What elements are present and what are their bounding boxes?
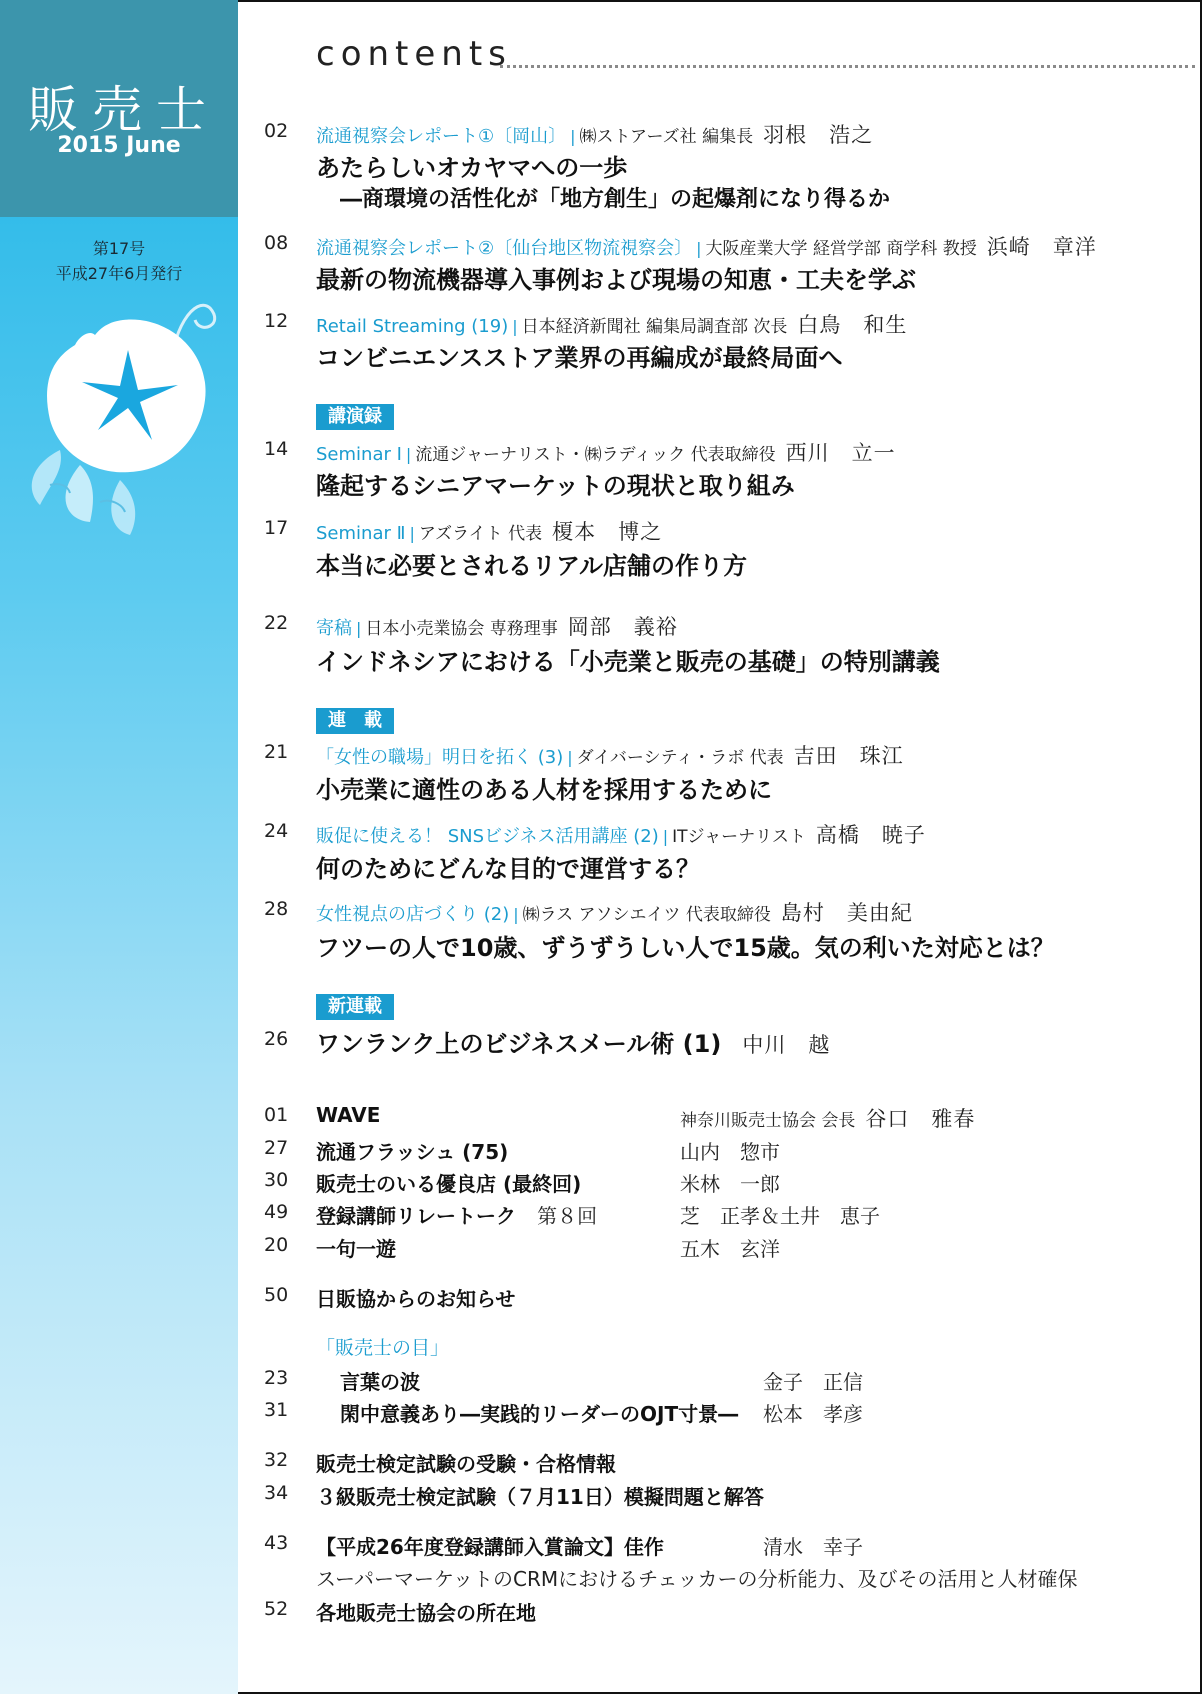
article-title[interactable]: 本当に必要とされるリアル店舗の作り方 <box>316 552 748 580</box>
page-number: 52 <box>264 1598 289 1620</box>
author: 羽根 浩之 <box>763 123 874 147</box>
regular-title[interactable]: 登録講師リレートーク <box>316 1204 516 1228</box>
author: 白鳥 和生 <box>797 313 908 337</box>
article-row <box>264 517 288 539</box>
affiliation: 神奈川販売士協会 会長 <box>680 1111 856 1131</box>
article-title[interactable]: フツーの人で10歳、ずうずうしい人で15歳。気の利いた対応とは？ <box>316 934 1055 962</box>
article-meta: 女性視点の店づくり (2) | ㈱ラス アソシエイツ 代表取締役 島村 美由紀 <box>316 901 913 925</box>
affiliation: ダイバーシティ・ラボ 代表 <box>576 748 784 768</box>
article-row <box>264 1028 288 1050</box>
regular-title[interactable]: 一句一遊 <box>316 1237 396 1261</box>
author: 山内 惣市 <box>680 1140 780 1164</box>
eye-title[interactable]: 閑中意義あり―実践的リーダーのOJT寸景― <box>340 1402 739 1426</box>
affiliation: アズライト 代表 <box>418 524 543 544</box>
article-title[interactable]: ワンランク上のビジネスメール術 (1) <box>316 1030 722 1058</box>
regular-title[interactable]: 販売士のいる優良店 (最終回) <box>316 1172 582 1196</box>
page-number: 27 <box>264 1137 289 1159</box>
affiliation: ㈱ラス アソシエイツ 代表取締役 <box>522 905 771 925</box>
morning-glory-icon <box>20 290 220 560</box>
magazine-title: 販売士 <box>28 81 220 139</box>
page-number: 20 <box>264 1234 289 1256</box>
series-badge: 連 載 <box>316 708 394 734</box>
affiliation: ITジャーナリスト <box>672 827 806 847</box>
page-number: 28 <box>264 898 289 920</box>
lectures-badge: 講演録 <box>316 404 394 430</box>
article-title[interactable]: 何のためにどんな目的で運営する？ <box>316 855 700 883</box>
article-meta: 流通視察会レポート②〔仙台地区物流視察会〕 | 大阪産業大学 経営学部 商学科 教授 浜崎 章洋 <box>316 235 1097 259</box>
page-number: 01 <box>264 1104 289 1126</box>
article-meta: 流通視察会レポート①〔岡山〕 | ㈱ストアーズ社 編集長 羽根 浩之 <box>316 123 874 147</box>
article-title[interactable]: 最新の物流機器導入事例および現場の知恵・工夫を学ぶ <box>316 266 916 294</box>
page-number: 08 <box>264 232 289 254</box>
author: 五木 玄洋 <box>680 1237 780 1261</box>
page-number: 34 <box>264 1482 289 1504</box>
article-row <box>264 898 288 920</box>
page-number: 02 <box>264 120 289 142</box>
page-number: 31 <box>264 1399 289 1421</box>
eye-title[interactable]: 言葉の波 <box>340 1370 420 1394</box>
author: 清水 幸子 <box>763 1535 863 1559</box>
page-number: 32 <box>264 1449 289 1471</box>
regular-author-row <box>680 1103 975 1133</box>
author: 島村 美由紀 <box>780 901 913 925</box>
notice-title[interactable]: 日販協からのお知らせ <box>316 1287 516 1311</box>
section-label: 寄稿 <box>316 618 352 639</box>
affiliation: 日本経済新聞社 編集局調査部 次長 <box>521 317 788 337</box>
author: 浜崎 章洋 <box>986 235 1097 259</box>
section-label: Seminar Ⅱ <box>316 523 406 544</box>
affiliation: 大阪産業大学 経営学部 商学科 教授 <box>705 239 977 259</box>
section-label: Retail Streaming (19) <box>316 316 509 337</box>
page-number: 43 <box>264 1532 289 1554</box>
article-title[interactable]: 隆起するシニアマーケットの現状と取り組み <box>316 472 795 500</box>
page-number: 24 <box>264 820 289 842</box>
author: 松本 孝彦 <box>763 1402 863 1426</box>
affiliation: 日本小売業協会 専務理事 <box>365 619 558 639</box>
affiliation: ㈱ストアーズ社 編集長 <box>579 127 754 147</box>
article-meta: Retail Streaming (19) | 日本経済新聞社 編集局調査部 次長 白鳥 和生 <box>316 313 908 337</box>
author: 米林 一郎 <box>680 1172 780 1196</box>
author: 西川 立一 <box>785 441 896 465</box>
page-number: 22 <box>264 612 289 634</box>
article-subtitle: ―商環境の活性化が「地方創生」の起爆剤になり得るか <box>340 187 891 212</box>
page-number: 17 <box>264 517 289 539</box>
article-row <box>264 310 288 332</box>
article-row <box>264 612 288 634</box>
eye-label: 「販売士の目」 <box>316 1337 450 1359</box>
exam-title[interactable]: 販売士検定試験の受験・合格情報 <box>316 1452 616 1476</box>
author: 吉田 珠江 <box>793 744 904 768</box>
article-title-row <box>316 1024 830 1059</box>
article-title[interactable]: インドネシアにおける「小売業と販売の基礎」の特別講義 <box>316 648 940 676</box>
new-series-badge: 新連載 <box>316 994 394 1020</box>
article-title[interactable]: コンビニエンスストア業界の再編成が最終局面へ <box>316 344 843 372</box>
issue-date: 平成27年6月発行 <box>55 264 183 283</box>
section-label: 流通視察会レポート①〔岡山〕 <box>316 126 567 147</box>
article-meta: Seminar Ⅰ | 流通ジャーナリスト・㈱ラディック 代表取締役 西川 立一 <box>316 441 896 465</box>
author: 岡部 義裕 <box>567 615 678 639</box>
award-subtitle: スーパーマーケットのCRMにおけるチェッカーの分析能力、及びその活用と人材確保 <box>316 1567 1078 1591</box>
page-number: 49 <box>264 1201 289 1223</box>
page-number: 23 <box>264 1367 289 1389</box>
issue-month: 2015 June <box>57 133 181 158</box>
affiliation: 流通ジャーナリスト・㈱ラディック 代表取締役 <box>415 445 776 465</box>
article-title[interactable]: あたらしいオカヤマへの一歩 <box>316 154 628 182</box>
section-label: 流通視察会レポート②〔仙台地区物流視察会〕 <box>316 238 693 259</box>
section-label: Seminar Ⅰ <box>316 444 402 465</box>
section-label: 女性視点の店づくり (2) <box>316 904 510 925</box>
author: 金子 正信 <box>763 1370 863 1394</box>
author: 谷口 雅春 <box>865 1107 976 1131</box>
dotted-rule <box>500 65 1195 68</box>
article-meta: 寄稿 | 日本小売業協会 専務理事 岡部 義裕 <box>316 615 678 639</box>
article-meta: 「女性の職場」明日を拓く (3) | ダイバーシティ・ラボ 代表 吉田 珠江 <box>316 744 904 768</box>
author: 芝 正孝＆土井 恵子 <box>680 1204 880 1228</box>
article-row <box>264 120 288 142</box>
article-title[interactable]: 小売業に適性のある人材を採用するために <box>316 776 772 804</box>
contents-heading: contents <box>316 34 512 74</box>
page-number: 14 <box>264 438 289 460</box>
sidebar-header <box>0 0 238 217</box>
regular-title-row <box>316 1200 597 1229</box>
page-number: 26 <box>264 1028 289 1050</box>
author: 中川 越 <box>742 1033 831 1057</box>
article-row <box>264 820 288 842</box>
page-number: 50 <box>264 1284 289 1306</box>
regular-title[interactable]: WAVE <box>316 1103 381 1127</box>
regular-title[interactable]: 流通フラッシュ (75) <box>316 1140 509 1164</box>
article-meta: Seminar Ⅱ | アズライト 代表 榎本 博之 <box>316 520 663 544</box>
author: 榎本 博之 <box>552 520 663 544</box>
exam-title[interactable]: ３級販売士検定試験（７月11日）模擬問題と解答 <box>316 1485 764 1509</box>
section-label: 「女性の職場」明日を拓く (3) <box>316 747 564 768</box>
page-number: 12 <box>264 310 289 332</box>
section-label: 販促に使える！ SNSビジネス活用講座 (2) <box>316 826 659 847</box>
article-row <box>264 438 288 460</box>
article-row <box>264 232 288 254</box>
author: 高橋 暁子 <box>815 823 926 847</box>
association-list-title[interactable]: 各地販売士協会の所在地 <box>316 1601 536 1625</box>
regular-extra: 第８回 <box>537 1204 598 1228</box>
page-number: 21 <box>264 741 289 763</box>
page-number: 30 <box>264 1169 289 1191</box>
article-meta: 販促に使える！ SNSビジネス活用講座 (2) | ITジャーナリスト 高橋 暁子 <box>316 823 926 847</box>
article-row <box>264 741 288 763</box>
sidebar <box>0 0 238 1694</box>
issue-number: 第17号 <box>92 239 146 258</box>
award-title[interactable]: 【平成26年度登録講師入賞論文】佳作 <box>316 1535 664 1559</box>
